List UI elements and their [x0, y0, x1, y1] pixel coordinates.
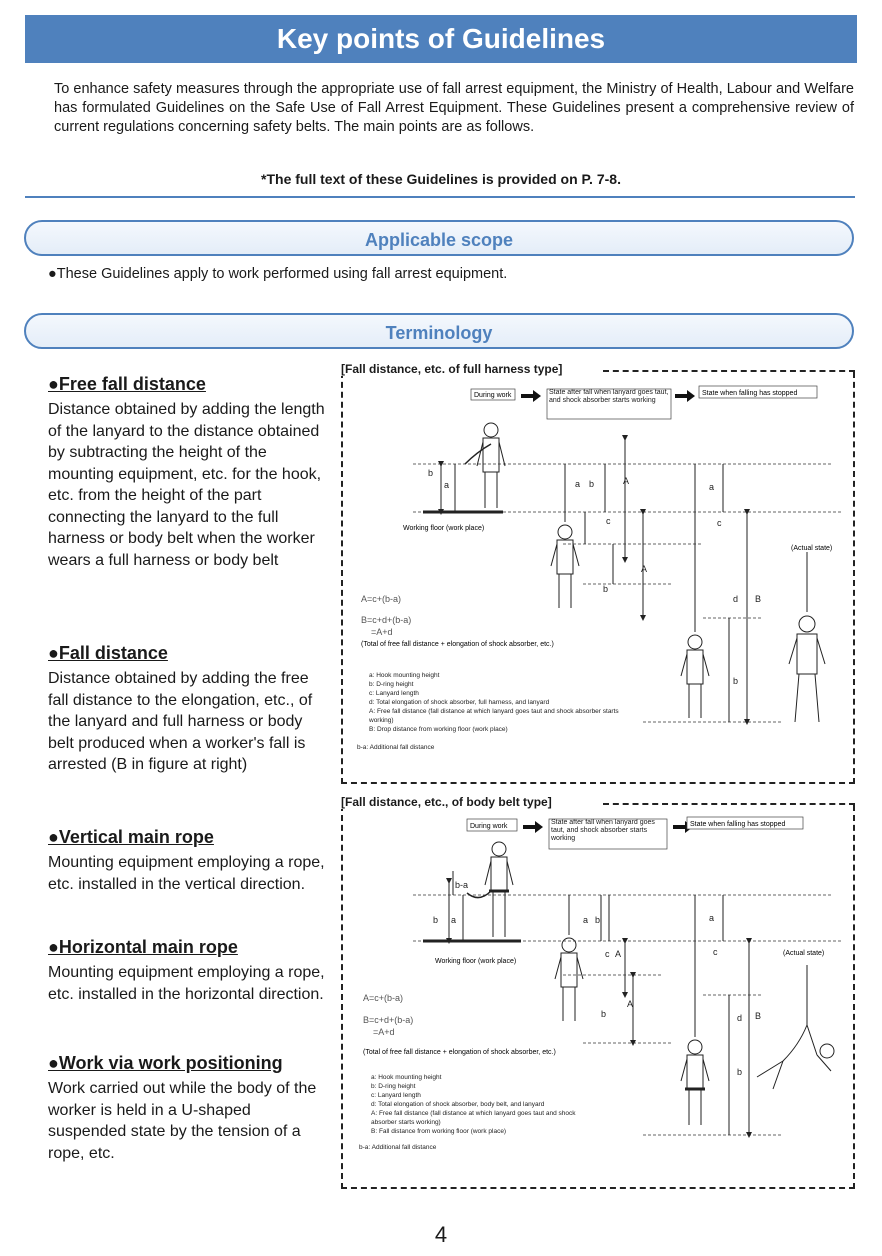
term-vertical-main-rope: [48, 827, 328, 895]
legend-item: c: Lanyard length: [369, 690, 419, 697]
label-a: a: [709, 482, 715, 492]
legend-item: B: Drop distance from working floor (work place): [369, 726, 508, 733]
stage-3-label: State when falling has stopped: [702, 390, 798, 397]
arrow-icon: [521, 390, 541, 402]
label-b: b: [601, 1009, 607, 1019]
page-number: 4: [434, 1222, 448, 1247]
legend-item: a: Hook mounting height: [371, 1074, 442, 1081]
worker-actual-state: [757, 965, 834, 1089]
term-body: Distance obtained by adding the free fall distance to the elongation, etc., of the lanyard and full harness or body belt produced when a worker's fall is arrested (B in figure at right): [48, 670, 313, 773]
legend-item: a: Hook mounting height: [369, 672, 440, 679]
term-horizontal-main-rope: [48, 937, 328, 1005]
label-c: c: [713, 947, 718, 957]
term-body: Work carried out while the body of the worker is held in a U-shaped suspended state by the tension of a rope, etc.: [48, 1080, 317, 1162]
worker-standing: [465, 423, 505, 508]
equation-a: A=c+(b-a): [361, 594, 402, 604]
label-B: B: [755, 1011, 762, 1021]
equation-b2: =A+d: [371, 627, 393, 637]
term-free-fall-distance: [48, 374, 328, 571]
label-b: b: [428, 468, 434, 478]
dimension-lines: [449, 871, 749, 1135]
worker-stopped: [681, 895, 709, 1125]
legend-item: c: Lanyard length: [371, 1092, 421, 1099]
term-title: ●Work via work positioning: [48, 1053, 283, 1073]
stage-3-label: State when falling has stopped: [690, 821, 786, 828]
worker-falling: [555, 895, 583, 1021]
legend: [359, 1074, 576, 1151]
label-a: a: [583, 915, 589, 925]
stage-1-label: During work: [474, 392, 512, 399]
legend-item: A: Free fall distance (fall distance at which lanyard goes taut and shock absorber starts: [369, 708, 619, 715]
term-title: ●Fall distance: [48, 643, 168, 663]
legend-item: B: Fall distance from working floor (work place): [371, 1128, 507, 1135]
label-A: A: [615, 949, 622, 959]
stage-2-label: State after fall when lanyard goes taut, and shock absorber starts working: [549, 389, 669, 404]
equation-b2: =A+d: [373, 1027, 395, 1037]
dimension-letters: [433, 880, 761, 1077]
page-title: Key points of Guidelines: [25, 15, 857, 63]
label-ba: b-a: [455, 880, 469, 890]
legend-item: d: Total elongation of shock absorber, full harness, and lanyard: [369, 699, 550, 706]
term-fall-distance: [48, 643, 328, 776]
label-b: b: [433, 915, 439, 925]
equations: [361, 594, 411, 637]
label-c: c: [606, 516, 611, 526]
full-harness-diagram: [343, 372, 853, 780]
label-b: b: [589, 479, 595, 489]
worker-standing: [467, 842, 513, 937]
legend-item: b: D-ring height: [369, 681, 414, 688]
intro-paragraph: To enhance safety measures through the appropriate use of fall arrest equipment, the Ministry of Health, Labour and Welfare has formulated Guidelines on the Safe Use of Fall Arrest Equipment. These Guidelines present a comprehensive review of current regulations concerning safety belts. The main points are as follows.: [54, 81, 854, 135]
actual-state-label: (Actual state): [791, 545, 833, 552]
body-belt-diagram: [343, 805, 853, 1185]
label-a: a: [444, 480, 450, 490]
terminology-heading: Terminology: [24, 313, 854, 349]
figure-body-belt: [341, 795, 855, 1189]
term-title: ●Horizontal main rope: [48, 937, 238, 957]
equation-note: (Total of free fall distance + elongation of shock absorber, etc.): [361, 641, 554, 648]
term-body: Distance obtained by adding the length of the lanyard to the distance obtained by subtracting the height of the mounting equipment, etc. for the hook, etc. from the height of the part connecting the lanyard to the full harness or body belt when the worker wears a full harness or body belt: [48, 401, 325, 569]
equation-b: B=c+d+(b-a): [363, 1015, 414, 1025]
equation-a: A=c+(b-a): [363, 993, 404, 1003]
figure-title: [Fall distance, etc. of full harness type]: [341, 362, 568, 376]
label-a: a: [575, 479, 581, 489]
stage-1-label: During work: [470, 823, 508, 830]
term-body: Mounting equipment employing a rope, etc. installed in the vertical direction.: [48, 854, 325, 893]
legend-item: working): [369, 717, 394, 724]
working-floor-label: Working floor (work place): [403, 525, 485, 532]
label-A: A: [627, 999, 634, 1009]
term-title: ●Free fall distance: [48, 374, 206, 394]
worker-stopped: [681, 464, 709, 718]
legend-item: d: Total elongation of shock absorber, body belt, and lanyard: [371, 1101, 545, 1108]
working-floor-label: Working floor (work place): [435, 958, 517, 965]
stage-2-label: State after fall when lanyard goes taut, and shock absorber starts working: [551, 819, 655, 842]
label-d: d: [733, 594, 739, 604]
equation-note: (Total of free fall distance + elongation of shock absorber, etc.): [363, 1049, 556, 1056]
label-B: B: [755, 594, 762, 604]
label-c: c: [717, 518, 722, 528]
equation-b: B=c+d+(b-a): [361, 615, 412, 625]
legend-item: A: Free fall distance (fall distance at which lanyard goes taut and shock: [371, 1110, 576, 1117]
term-title: ●Vertical main rope: [48, 827, 214, 847]
label-c: c: [605, 949, 610, 959]
legend-extra: b-a: Additional fall distance: [359, 1144, 437, 1151]
full-text-note: *The full text of these Guidelines is provided on P. 7-8.: [261, 171, 621, 187]
legend-item: absorber starts working): [371, 1119, 441, 1126]
label-d: d: [737, 1013, 743, 1023]
label-A: A: [623, 476, 630, 486]
applicable-scope-heading: Applicable scope: [24, 220, 854, 256]
figure-full-harness: [341, 362, 855, 784]
legend: [357, 672, 619, 751]
actual-state-label: (Actual state): [783, 950, 825, 957]
arrow-icon: [675, 390, 695, 402]
legend-extra: b-a: Additional fall distance: [357, 744, 435, 751]
arrow-icon: [523, 821, 543, 833]
equations: [363, 993, 413, 1037]
worker-actual-state: [789, 552, 825, 722]
label-b: b: [595, 915, 601, 925]
figure-title: [Fall distance, etc., of body belt type]: [341, 795, 558, 809]
label-A: A: [641, 564, 648, 574]
label-a: a: [451, 915, 457, 925]
label-a: a: [709, 913, 715, 923]
scope-text: ●These Guidelines apply to work performed using fall arrest equipment.: [48, 266, 508, 282]
dimension-letters: [428, 468, 761, 686]
label-b: b: [733, 676, 739, 686]
divider: [25, 196, 855, 198]
legend-item: b: D-ring height: [371, 1083, 416, 1090]
term-work-positioning: [48, 1053, 328, 1164]
term-body: Mounting equipment employing a rope, etc. installed in the horizontal direction.: [48, 964, 325, 1003]
label-b: b: [737, 1067, 743, 1077]
label-b: b: [603, 584, 609, 594]
